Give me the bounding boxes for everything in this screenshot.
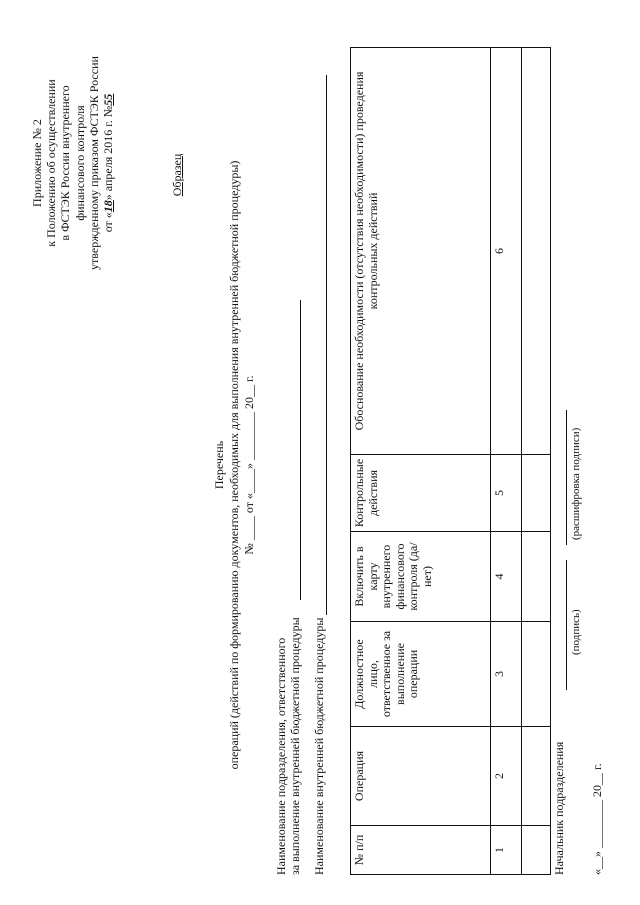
col-number-4: 4: [491, 532, 522, 622]
empty-cell[interactable]: [522, 826, 551, 875]
empty-cell[interactable]: [522, 622, 551, 727]
col-number-1: 1: [491, 826, 522, 875]
header-number: № п/п: [351, 826, 491, 875]
table-numbers-row: [491, 48, 522, 875]
empty-cell[interactable]: [522, 455, 551, 532]
title-line-1: Перечень: [212, 440, 226, 490]
decoding-line[interactable]: [566, 410, 567, 545]
empty-cell[interactable]: [522, 727, 551, 826]
header-operation: Операция: [351, 727, 491, 826]
col-number-6: 6: [491, 48, 522, 455]
signature-line[interactable]: [566, 560, 567, 690]
appendix-line-1: Приложение № 2: [30, 119, 44, 207]
empty-cell[interactable]: [522, 48, 551, 455]
head-of-division-label: Начальник подразделения: [552, 741, 566, 875]
col-number-2: 2: [491, 727, 522, 826]
col-number-3: 3: [491, 622, 522, 727]
appendix-line-4: финансового контроля: [72, 105, 87, 221]
division-label-2: за выполнение внутренней бюджетной процедуры: [288, 617, 302, 875]
appendix-line-3: в ФСТЭК России внутреннего: [58, 85, 73, 241]
table-empty-row[interactable]: [522, 48, 551, 875]
header-justification: Обоснование необходимости (отсутствия необходимости) проведения контрольных действий: [351, 48, 491, 455]
title-line-2: операций (действий по формированию документов, необходимых для выполнения внутренней бюджетной процедуры): [227, 160, 241, 770]
empty-cell[interactable]: [522, 532, 551, 622]
operations-table: [350, 47, 551, 875]
signature-date: «__» ________ 20__ г.: [590, 763, 604, 875]
procedure-input-line[interactable]: [326, 75, 327, 615]
appendix-line-5: утвержденному приказом ФСТЭК России: [86, 56, 101, 270]
handwritten-order-number: 55: [101, 93, 116, 106]
sample-label: Образец: [170, 153, 184, 197]
handwritten-day: 18: [101, 200, 116, 213]
header-include-card: Включить в карту внутреннего финансового контроля (да/нет): [351, 532, 491, 622]
division-input-line[interactable]: [300, 300, 301, 600]
document-title: [212, 115, 257, 815]
appendix-line-6: [101, 13, 115, 313]
procedure-label: Наименование внутренней бюджетной процедуры: [312, 617, 326, 875]
header-responsible: Должностное лицо, ответственное за выполнение операции: [351, 622, 491, 727]
appendix-line-2: к Положению об осуществлении: [44, 79, 59, 247]
signature-caption: (подпись): [570, 609, 582, 655]
decoding-caption: (расшифровка подписи): [570, 427, 582, 540]
appendix-date-prefix: от «: [101, 212, 116, 233]
table-header-row: [351, 48, 491, 875]
appendix-date-mid: » апреля 2016 г. №: [101, 105, 116, 201]
division-label-1: Наименование подразделения, ответственного: [274, 637, 288, 875]
title-line-3: № ____ от «____» ________ 20__ г.: [242, 375, 256, 555]
col-number-5: 5: [491, 455, 522, 532]
appendix-block: [30, 13, 115, 313]
header-control-actions: Контрольные действия: [351, 455, 491, 532]
